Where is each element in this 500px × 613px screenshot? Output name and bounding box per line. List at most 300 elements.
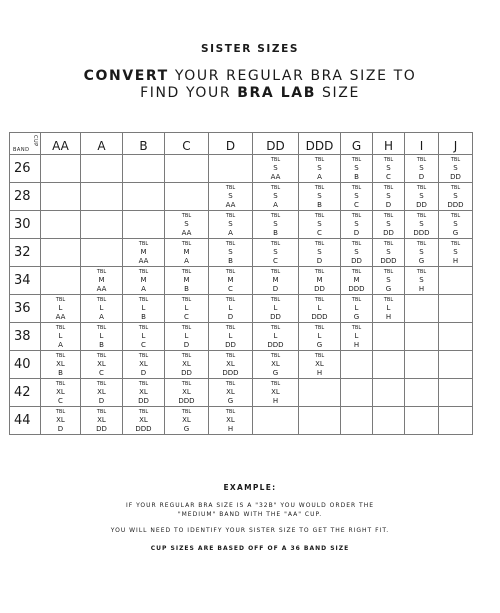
lab-cup-size: DDD bbox=[447, 201, 464, 209]
size-cell bbox=[373, 239, 405, 267]
lab-cup-size: DDD bbox=[380, 257, 397, 265]
lab-band-size: S bbox=[228, 192, 233, 200]
size-cell bbox=[81, 267, 123, 295]
lab-cup-size: C bbox=[273, 257, 278, 265]
size-cell bbox=[81, 351, 123, 379]
lab-band-size: XL bbox=[56, 416, 65, 424]
lab-band-size: XL bbox=[56, 360, 65, 368]
cup-header-cell: G bbox=[341, 133, 373, 155]
tbl-label: TBL bbox=[181, 241, 192, 247]
lab-cup-size: DD bbox=[181, 369, 192, 377]
tbl-label: TBL bbox=[138, 269, 149, 275]
tbl-label: TBL bbox=[225, 353, 236, 359]
band-row bbox=[10, 239, 473, 267]
tbl-label: TBL bbox=[383, 185, 394, 191]
size-cell bbox=[81, 379, 123, 407]
tbl-label: TBL bbox=[270, 353, 281, 359]
size-cell bbox=[299, 155, 341, 183]
lab-cup-size: A bbox=[99, 313, 104, 321]
cup-header-cell: AA bbox=[41, 133, 81, 155]
lab-band-size: XL bbox=[97, 360, 106, 368]
empty-cell bbox=[81, 211, 123, 239]
empty-cell bbox=[405, 323, 439, 351]
tbl-label: TBL bbox=[96, 409, 107, 415]
empty-cell bbox=[439, 267, 473, 295]
tbl-label: TBL bbox=[314, 269, 325, 275]
tbl-label: TBL bbox=[225, 325, 236, 331]
size-cell bbox=[209, 379, 253, 407]
band-row bbox=[10, 351, 473, 379]
lab-band-size: M bbox=[316, 276, 323, 284]
size-cell bbox=[165, 239, 209, 267]
band-label-cell: 36 bbox=[10, 295, 41, 323]
lab-cup-size: D bbox=[272, 285, 279, 293]
tbl-label: TBL bbox=[351, 269, 362, 275]
tbl-label: TBL bbox=[270, 213, 281, 219]
lab-cup-size: B bbox=[141, 313, 146, 321]
tbl-label: TBL bbox=[96, 353, 107, 359]
example-line-3: YOU WILL NEED TO IDENTIFY YOUR SISTER SIZE TO GET THE RIGHT FIT. bbox=[110, 527, 390, 534]
empty-cell bbox=[439, 351, 473, 379]
tbl-label: TBL bbox=[55, 325, 66, 331]
cup-basis-note: CUP SIZES ARE BASED OFF OF A 36 BAND SIZE bbox=[150, 545, 350, 552]
lab-cup-size: DD bbox=[270, 313, 281, 321]
size-table-body bbox=[10, 133, 473, 435]
tbl-label: TBL bbox=[314, 241, 325, 247]
lab-cup-size: C bbox=[141, 341, 146, 349]
empty-cell bbox=[405, 295, 439, 323]
lab-cup-size: G bbox=[183, 425, 190, 433]
lab-cup-size: G bbox=[385, 285, 392, 293]
lab-band-size: XL bbox=[182, 416, 191, 424]
lab-cup-size: DDD bbox=[135, 425, 152, 433]
lab-band-size: M bbox=[183, 248, 190, 256]
lab-band-size: L bbox=[273, 332, 278, 340]
tbl-label: TBL bbox=[351, 325, 362, 331]
lab-cup-size: C bbox=[58, 397, 63, 405]
size-cell bbox=[253, 379, 299, 407]
empty-cell bbox=[209, 155, 253, 183]
lab-cup-size: DDD bbox=[178, 397, 195, 405]
lab-cup-size: AA bbox=[225, 201, 236, 209]
lab-cup-size: DD bbox=[450, 173, 461, 181]
size-cell bbox=[405, 155, 439, 183]
tbl-label: TBL bbox=[270, 241, 281, 247]
cup-header-cell: DDD bbox=[299, 133, 341, 155]
band-row bbox=[10, 379, 473, 407]
lab-cup-size: B bbox=[184, 285, 189, 293]
lab-band-size: XL bbox=[139, 388, 148, 396]
size-cell bbox=[81, 295, 123, 323]
lab-band-size: S bbox=[453, 192, 458, 200]
tbl-label: TBL bbox=[181, 297, 192, 303]
lab-band-size: S bbox=[317, 248, 322, 256]
empty-cell bbox=[81, 239, 123, 267]
empty-cell bbox=[123, 211, 165, 239]
lab-band-size: L bbox=[228, 332, 233, 340]
lab-cup-size: DDD bbox=[222, 369, 239, 377]
cup-header-cell: J bbox=[439, 133, 473, 155]
size-cell bbox=[373, 267, 405, 295]
lab-band-size: S bbox=[386, 276, 391, 284]
cup-header-cell: DD bbox=[253, 133, 299, 155]
size-cell bbox=[439, 183, 473, 211]
empty-cell bbox=[405, 379, 439, 407]
tbl-label: TBL bbox=[55, 381, 66, 387]
lab-band-size: L bbox=[184, 304, 189, 312]
lab-cup-size: G bbox=[452, 229, 459, 237]
cup-header-cell: A bbox=[81, 133, 123, 155]
lab-cup-size: D bbox=[98, 397, 105, 405]
brand-name: BRA LAB bbox=[237, 85, 316, 101]
tbl-label: TBL bbox=[351, 241, 362, 247]
subtitle-line-2 bbox=[0, 85, 500, 101]
lab-cup-size: DDD bbox=[348, 285, 365, 293]
band-label-cell: 42 bbox=[10, 379, 41, 407]
lab-band-size: L bbox=[99, 332, 104, 340]
size-cell bbox=[253, 323, 299, 351]
empty-cell bbox=[373, 351, 405, 379]
lab-cup-size: C bbox=[317, 229, 322, 237]
empty-cell bbox=[81, 183, 123, 211]
size-cell bbox=[341, 323, 373, 351]
subtitle2-text: FIND YOUR bbox=[140, 85, 238, 101]
tbl-label: TBL bbox=[383, 297, 394, 303]
tbl-label: TBL bbox=[416, 157, 427, 163]
band-label-cell: 26 bbox=[10, 155, 41, 183]
lab-cup-size: A bbox=[228, 229, 233, 237]
empty-cell bbox=[405, 407, 439, 435]
lab-cup-size: DD bbox=[351, 257, 362, 265]
lab-cup-size: D bbox=[183, 341, 190, 349]
lab-band-size: S bbox=[453, 164, 458, 172]
lab-band-size: M bbox=[140, 248, 147, 256]
lab-cup-size: D bbox=[353, 229, 360, 237]
lab-band-size: L bbox=[58, 332, 63, 340]
band-row bbox=[10, 155, 473, 183]
lab-cup-size: DD bbox=[225, 341, 236, 349]
size-cell bbox=[41, 407, 81, 435]
size-cell bbox=[123, 239, 165, 267]
lab-cup-size: H bbox=[227, 425, 234, 433]
size-cell bbox=[439, 239, 473, 267]
lab-cup-size: G bbox=[316, 341, 323, 349]
lab-band-size: M bbox=[353, 276, 360, 284]
lab-cup-size: C bbox=[354, 201, 359, 209]
size-cell bbox=[341, 295, 373, 323]
band-row bbox=[10, 407, 473, 435]
tbl-label: TBL bbox=[96, 269, 107, 275]
size-cell bbox=[253, 211, 299, 239]
size-cell bbox=[341, 239, 373, 267]
tbl-label: TBL bbox=[96, 297, 107, 303]
lab-band-size: S bbox=[228, 220, 233, 228]
lab-cup-size: D bbox=[227, 313, 234, 321]
band-label-cell: 34 bbox=[10, 267, 41, 295]
band-label-cell: 30 bbox=[10, 211, 41, 239]
lab-band-size: S bbox=[386, 164, 391, 172]
subtitle2-end: SIZE bbox=[316, 85, 360, 101]
tbl-label: TBL bbox=[181, 353, 192, 359]
band-label-cell: 40 bbox=[10, 351, 41, 379]
lab-cup-size: C bbox=[386, 173, 391, 181]
lab-cup-size: C bbox=[228, 285, 233, 293]
corner-band-label: BAND bbox=[13, 147, 30, 153]
band-row bbox=[10, 267, 473, 295]
tbl-label: TBL bbox=[450, 185, 461, 191]
lab-band-size: S bbox=[419, 164, 424, 172]
size-cell bbox=[41, 379, 81, 407]
tbl-label: TBL bbox=[138, 381, 149, 387]
lab-cup-size: C bbox=[99, 369, 104, 377]
size-cell bbox=[299, 323, 341, 351]
tbl-label: TBL bbox=[181, 381, 192, 387]
empty-cell bbox=[41, 211, 81, 239]
size-cell bbox=[253, 351, 299, 379]
empty-cell bbox=[373, 379, 405, 407]
size-cell bbox=[123, 323, 165, 351]
example-line-1: IF YOUR REGULAR BRA SIZE IS A "32B" YOU WOULD ORDER THE bbox=[125, 502, 375, 509]
size-cell bbox=[123, 351, 165, 379]
band-row bbox=[10, 183, 473, 211]
tbl-label: TBL bbox=[351, 297, 362, 303]
lab-cup-size: AA bbox=[96, 285, 107, 293]
tbl-label: TBL bbox=[450, 241, 461, 247]
lab-band-size: S bbox=[317, 220, 322, 228]
lab-cup-size: G bbox=[227, 397, 234, 405]
lab-cup-size: AA bbox=[270, 173, 281, 181]
tbl-label: TBL bbox=[314, 297, 325, 303]
size-cell bbox=[165, 267, 209, 295]
lab-cup-size: B bbox=[228, 257, 233, 265]
lab-cup-size: A bbox=[58, 341, 63, 349]
size-cell bbox=[209, 183, 253, 211]
tbl-label: TBL bbox=[450, 213, 461, 219]
lab-cup-size: D bbox=[418, 173, 425, 181]
corner-cup-label: CUP bbox=[32, 135, 38, 147]
size-cell bbox=[123, 267, 165, 295]
lab-band-size: S bbox=[354, 248, 359, 256]
lab-cup-size: D bbox=[385, 201, 392, 209]
size-cell bbox=[405, 239, 439, 267]
example-line-2: "MEDIUM" BAND WITH THE "AA" CUP. bbox=[177, 511, 323, 518]
size-cell bbox=[123, 295, 165, 323]
empty-cell bbox=[439, 379, 473, 407]
lab-band-size: S bbox=[386, 192, 391, 200]
cup-header-cell: I bbox=[405, 133, 439, 155]
size-cell bbox=[165, 323, 209, 351]
subtitle-line-1 bbox=[0, 68, 500, 84]
lab-cup-size: D bbox=[316, 257, 323, 265]
size-cell bbox=[123, 379, 165, 407]
lab-cup-size: AA bbox=[55, 313, 66, 321]
band-label-cell: 32 bbox=[10, 239, 41, 267]
tbl-label: TBL bbox=[383, 269, 394, 275]
size-cell bbox=[209, 239, 253, 267]
size-cell bbox=[209, 351, 253, 379]
size-cell bbox=[253, 239, 299, 267]
size-cell bbox=[209, 295, 253, 323]
corner-cell bbox=[10, 133, 41, 155]
tbl-label: TBL bbox=[416, 185, 427, 191]
lab-band-size: M bbox=[183, 276, 190, 284]
lab-band-size: S bbox=[419, 220, 424, 228]
size-cell bbox=[299, 351, 341, 379]
lab-band-size: XL bbox=[271, 388, 280, 396]
lab-cup-size: DD bbox=[96, 425, 107, 433]
tbl-label: TBL bbox=[270, 381, 281, 387]
empty-cell bbox=[165, 183, 209, 211]
lab-band-size: S bbox=[273, 248, 278, 256]
tbl-label: TBL bbox=[270, 185, 281, 191]
band-row bbox=[10, 295, 473, 323]
lab-cup-size: H bbox=[452, 257, 459, 265]
cup-header-row bbox=[10, 133, 473, 155]
lab-cup-size: H bbox=[353, 341, 360, 349]
lab-cup-size: H bbox=[385, 313, 392, 321]
size-cell bbox=[299, 183, 341, 211]
tbl-label: TBL bbox=[96, 325, 107, 331]
lab-band-size: S bbox=[317, 164, 322, 172]
tbl-label: TBL bbox=[138, 325, 149, 331]
lab-cup-size: B bbox=[317, 201, 322, 209]
example-title: EXAMPLE: bbox=[223, 483, 277, 492]
lab-band-size: XL bbox=[271, 360, 280, 368]
lab-band-size: S bbox=[354, 192, 359, 200]
lab-band-size: L bbox=[141, 332, 146, 340]
empty-cell bbox=[341, 407, 373, 435]
lab-cup-size: H bbox=[316, 369, 323, 377]
lab-band-size: L bbox=[354, 304, 359, 312]
sister-size-table bbox=[9, 132, 473, 435]
size-cell bbox=[341, 267, 373, 295]
tbl-label: TBL bbox=[314, 213, 325, 219]
size-cell bbox=[299, 211, 341, 239]
size-cell bbox=[439, 211, 473, 239]
tbl-label: TBL bbox=[270, 297, 281, 303]
lab-band-size: L bbox=[184, 332, 189, 340]
lab-band-size: S bbox=[419, 248, 424, 256]
tbl-label: TBL bbox=[225, 297, 236, 303]
lab-band-size: XL bbox=[182, 360, 191, 368]
empty-cell bbox=[405, 351, 439, 379]
size-cell bbox=[209, 211, 253, 239]
empty-cell bbox=[41, 183, 81, 211]
tbl-label: TBL bbox=[351, 213, 362, 219]
lab-cup-size: G bbox=[272, 369, 279, 377]
lab-band-size: S bbox=[453, 220, 458, 228]
empty-cell bbox=[341, 379, 373, 407]
empty-cell bbox=[41, 267, 81, 295]
lab-cup-size: B bbox=[58, 369, 63, 377]
lab-band-size: L bbox=[317, 304, 322, 312]
tbl-label: TBL bbox=[138, 297, 149, 303]
lab-band-size: S bbox=[419, 192, 424, 200]
tbl-label: TBL bbox=[450, 157, 461, 163]
tbl-label: TBL bbox=[225, 409, 236, 415]
tbl-label: TBL bbox=[96, 381, 107, 387]
tbl-label: TBL bbox=[314, 185, 325, 191]
cup-header-cell: H bbox=[373, 133, 405, 155]
size-cell bbox=[253, 295, 299, 323]
lab-band-size: L bbox=[99, 304, 104, 312]
lab-band-size: XL bbox=[226, 416, 235, 424]
lab-band-size: XL bbox=[139, 416, 148, 424]
lab-cup-size: DDD bbox=[311, 313, 328, 321]
size-cell bbox=[373, 295, 405, 323]
size-cell bbox=[373, 155, 405, 183]
tbl-label: TBL bbox=[383, 241, 394, 247]
lab-band-size: L bbox=[317, 332, 322, 340]
empty-cell bbox=[299, 379, 341, 407]
size-cell bbox=[373, 211, 405, 239]
tbl-label: TBL bbox=[314, 157, 325, 163]
lab-band-size: L bbox=[354, 332, 359, 340]
size-cell bbox=[299, 295, 341, 323]
size-cell bbox=[165, 295, 209, 323]
tbl-label: TBL bbox=[351, 185, 362, 191]
size-cell bbox=[341, 183, 373, 211]
size-cell bbox=[439, 155, 473, 183]
empty-cell bbox=[439, 295, 473, 323]
empty-cell bbox=[123, 183, 165, 211]
lab-band-size: XL bbox=[97, 388, 106, 396]
lab-band-size: S bbox=[354, 220, 359, 228]
tbl-label: TBL bbox=[181, 409, 192, 415]
size-cell bbox=[165, 407, 209, 435]
tbl-label: TBL bbox=[55, 297, 66, 303]
size-cell bbox=[41, 323, 81, 351]
tbl-label: TBL bbox=[138, 353, 149, 359]
lab-band-size: S bbox=[317, 192, 322, 200]
lab-band-size: L bbox=[228, 304, 233, 312]
lab-cup-size: G bbox=[418, 257, 425, 265]
page-title: SISTER SIZES bbox=[200, 43, 300, 55]
lab-band-size: XL bbox=[182, 388, 191, 396]
lab-cup-size: A bbox=[184, 257, 189, 265]
lab-cup-size: B bbox=[273, 229, 278, 237]
cup-header-cell: C bbox=[165, 133, 209, 155]
tbl-label: TBL bbox=[416, 213, 427, 219]
size-cell bbox=[165, 351, 209, 379]
tbl-label: TBL bbox=[138, 241, 149, 247]
lab-cup-size: DD bbox=[314, 285, 325, 293]
empty-cell bbox=[373, 323, 405, 351]
empty-cell bbox=[373, 407, 405, 435]
tbl-label: TBL bbox=[383, 213, 394, 219]
empty-cell bbox=[81, 155, 123, 183]
size-cell bbox=[165, 211, 209, 239]
size-cell bbox=[253, 155, 299, 183]
tbl-label: TBL bbox=[225, 381, 236, 387]
tbl-label: TBL bbox=[270, 325, 281, 331]
tbl-label: TBL bbox=[225, 185, 236, 191]
lab-band-size: S bbox=[419, 276, 424, 284]
size-cell bbox=[41, 295, 81, 323]
lab-cup-size: A bbox=[273, 201, 278, 209]
lab-band-size: M bbox=[272, 276, 279, 284]
tbl-label: TBL bbox=[55, 353, 66, 359]
cup-header-cell: B bbox=[123, 133, 165, 155]
empty-cell bbox=[341, 351, 373, 379]
lab-cup-size: B bbox=[99, 341, 104, 349]
empty-cell bbox=[253, 407, 299, 435]
tbl-label: TBL bbox=[270, 269, 281, 275]
size-cell bbox=[41, 351, 81, 379]
lab-band-size: S bbox=[273, 220, 278, 228]
band-label-cell: 28 bbox=[10, 183, 41, 211]
size-cell bbox=[299, 267, 341, 295]
